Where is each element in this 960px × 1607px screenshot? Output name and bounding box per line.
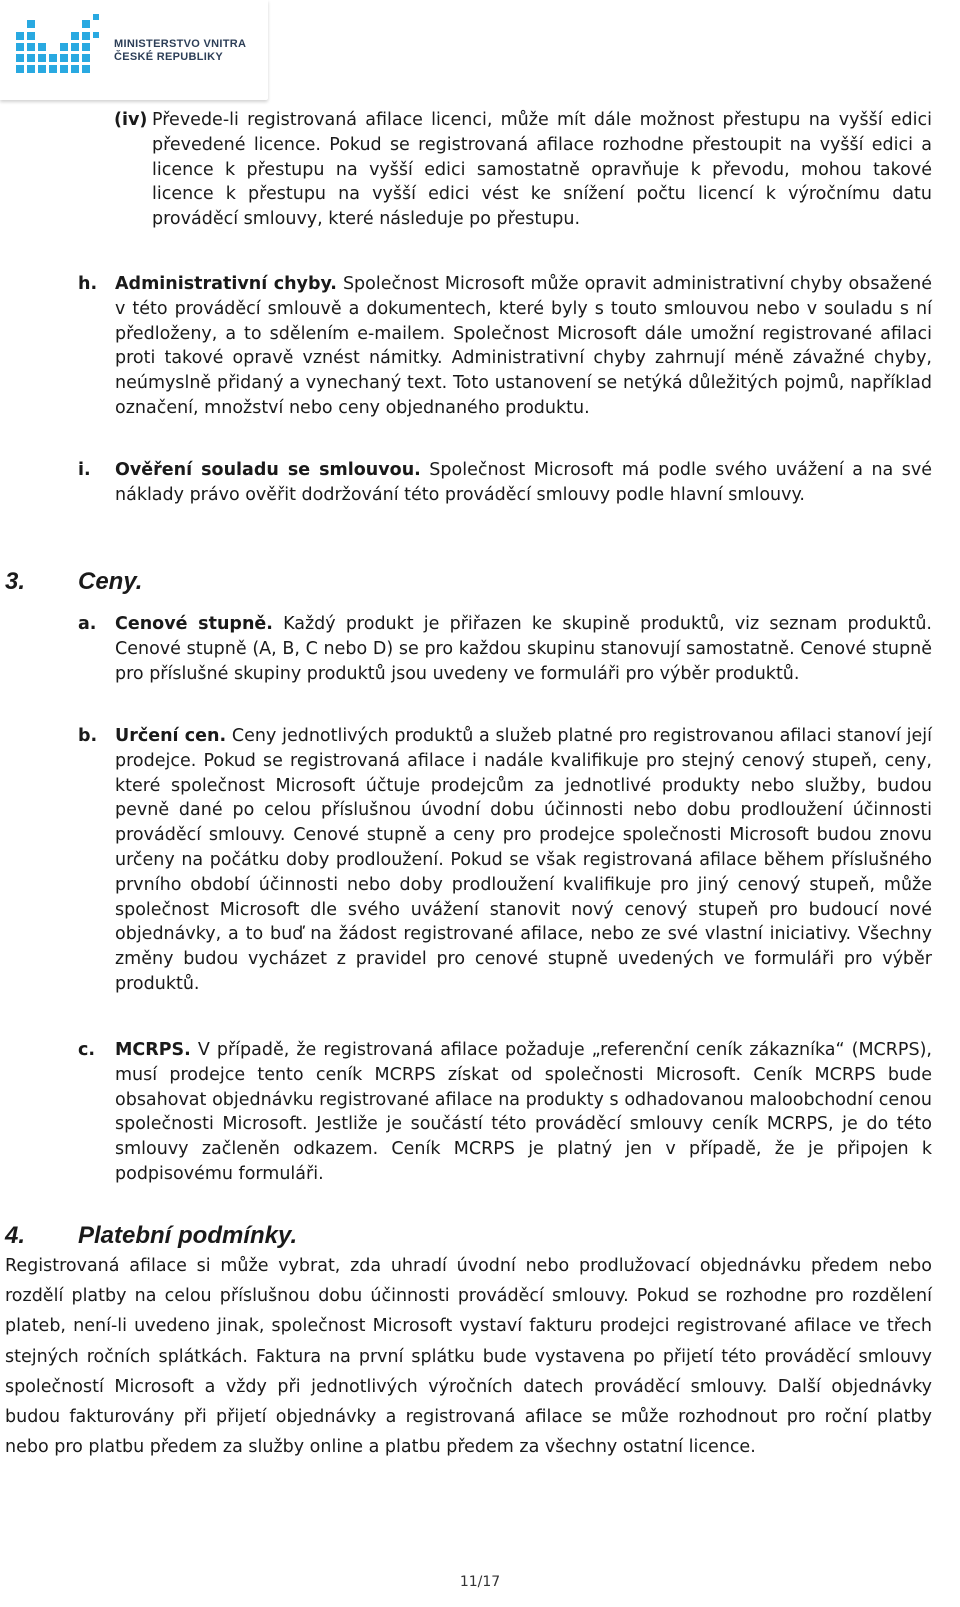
clause-text: Společnost Microsoft může opravit administrativní chyby obsažené v této prováděcí smlouvě a dokumentech, které byly s touto smlouvou nebo v souladu s ní předloženy, a to sdělením e-mailem. Společnost Microsoft dále umožní registrované afilaci proti takové opravě vznést námitky. Administrativní chyby zahrnují méně závažné chyby, neúmyslně přidaný a vynechaný text. Toto ustanovení se netýká důležitých pojmů, například označení, množství nebo ceny objednaného produktu.: [115, 274, 932, 418]
clause-label: i.: [78, 460, 91, 480]
clause-heading: MCRPS.: [115, 1040, 191, 1060]
clause-text: V případě, že registrovaná afilace požaduje „referenční ceník zákazníka“ (MCRPS), musí prodejce tento ceník MCRPS získat od společnosti Microsoft. Ceník MCRPS bude obsahovat objednávku registrované afilace na produkty s odhadovanou maloobchodní cenou společnosti Microsoft. Jestliže je součástí této prováděcí smlouvy ceník MCRPS, je do této smlouvy začleněn odkazem. Ceník MCRPS je platný jen v případě, že je připojen k podpisovému formuláři.: [115, 1040, 932, 1184]
clause-heading: Ověření souladu se smlouvou.: [115, 460, 421, 480]
clause-label: c.: [78, 1040, 96, 1060]
section-number: 4.: [5, 1222, 26, 1249]
ministry-emblem-icon: [14, 12, 104, 84]
clause-text: Ceny jednotlivých produktů a služeb platné pro registrovanou afilaci stanoví její prodejce. Pokud se registrovaná afilace i nadále kvalifikuje pro stejný cenový stupeň, ceny, které společnost Microsoft účtuje prodejcům za jednotlivé produkty nebo služby, budou pevně dané po celou příslušnou úvodní dobu účinnosti nebo dobu prodloužení účinnosti prováděcí smlouvy. Cenové stupně a ceny pro prodejce společnosti Microsoft budou znovu určeny na počátku doby prodloužení. Pokud se však registrovaná afilace během příslušného prvního období účinnosti nebo doby prodloužení kvalifikuje pro jiný cenový stupeň, může společnost Microsoft dle svého uvážení stanovit nový cenový stupeň pro budoucí nové objednávky, a to buď na žádost registrované afilace, nebo ze své vlastní iniciativy. Všechny změny budou vycházet z pravidel pro cenové stupně uvedených ve formuláři pro výběr produktů.: [115, 726, 932, 994]
clause-heading: Cenové stupně.: [115, 614, 273, 634]
ministry-logo: [0, 0, 268, 100]
clause-i: [78, 458, 933, 508]
page-number: 11/17: [459, 1574, 501, 1590]
clause-label: h.: [78, 274, 98, 294]
clause-text: Společnost Microsoft má podle svého uvážení a na své náklady právo ověřit dodržování této prováděcí smlouvy podle hlavní smlouvy.: [115, 460, 933, 505]
logo-line-2: ČESKÉ REPUBLIKY: [114, 51, 224, 63]
clause-h: [78, 272, 932, 421]
section-number: 3.: [5, 568, 26, 595]
clause-heading: Administrativní chyby.: [115, 274, 337, 294]
clause-c: [78, 1038, 932, 1187]
clause-iv: [114, 108, 932, 232]
section-title: Ceny.: [78, 568, 143, 595]
clause-text: Každý produkt je přiřazen ke skupině produktů, viz seznam produktů. Cenové stupně (A, B, C nebo D) se pro každou skupinu stanovují samostatně. Cenové stupně pro příslušné skupiny produktů jsou uvedeny ve formuláři pro výběr produktů.: [115, 614, 932, 684]
section-title: Platební podmínky.: [78, 1222, 298, 1249]
clause-a: [78, 612, 932, 686]
section-4-paragraph: Registrovaná afilace si může vybrat, zda uhradí úvodní nebo prodlužovací objednávku předem nebo rozdělí platby na celou příslušnou dobu účinnosti prováděcí smlouvy. Pokud se rozhodne pro rozdělení plateb, není-li uvedeno jinak, společnost Microsoft vystaví fakturu prodejci registrované afilace ve třech stejných ročních splátkách. Faktura na první splátku bude vystavena po přijetí této prováděcí smlouvy společností Microsoft a vždy při jednotlivých výročních datech prováděcí smlouvy. Další objednávky budou fakturovány při přijetí objednávky a registrovaná afilace se může rozhodnout pro roční platby nebo pro platbu předem za služby online a platbu předem za všechny ostatní licence.: [5, 1256, 932, 1458]
clause-heading: Určení cen.: [115, 726, 227, 746]
clause-text: Převede-li registrovaná afilace licenci, může mít dále možnost přestupu na vyšší edici převedené licence. Pokud se registrovaná afilace rozhodne přestoupit na vyšší edici a licence k přestupu na vyšší edici samostatně opravňuje k převodu, mohou takové licence k přestupu na vyšší edici vést ke snížení počtu licencí k výročnímu datu prováděcí smlouvy, které následuje po přestupu.: [152, 110, 932, 230]
clause-b: [78, 724, 932, 997]
clause-label: b.: [78, 726, 98, 746]
section-4-heading: [5, 1222, 298, 1250]
section-3-heading: [5, 568, 143, 596]
clause-label: (iv): [114, 110, 148, 130]
logo-line-1: MINISTERSTVO VNITRA: [114, 38, 247, 50]
clause-label: a.: [78, 614, 97, 634]
